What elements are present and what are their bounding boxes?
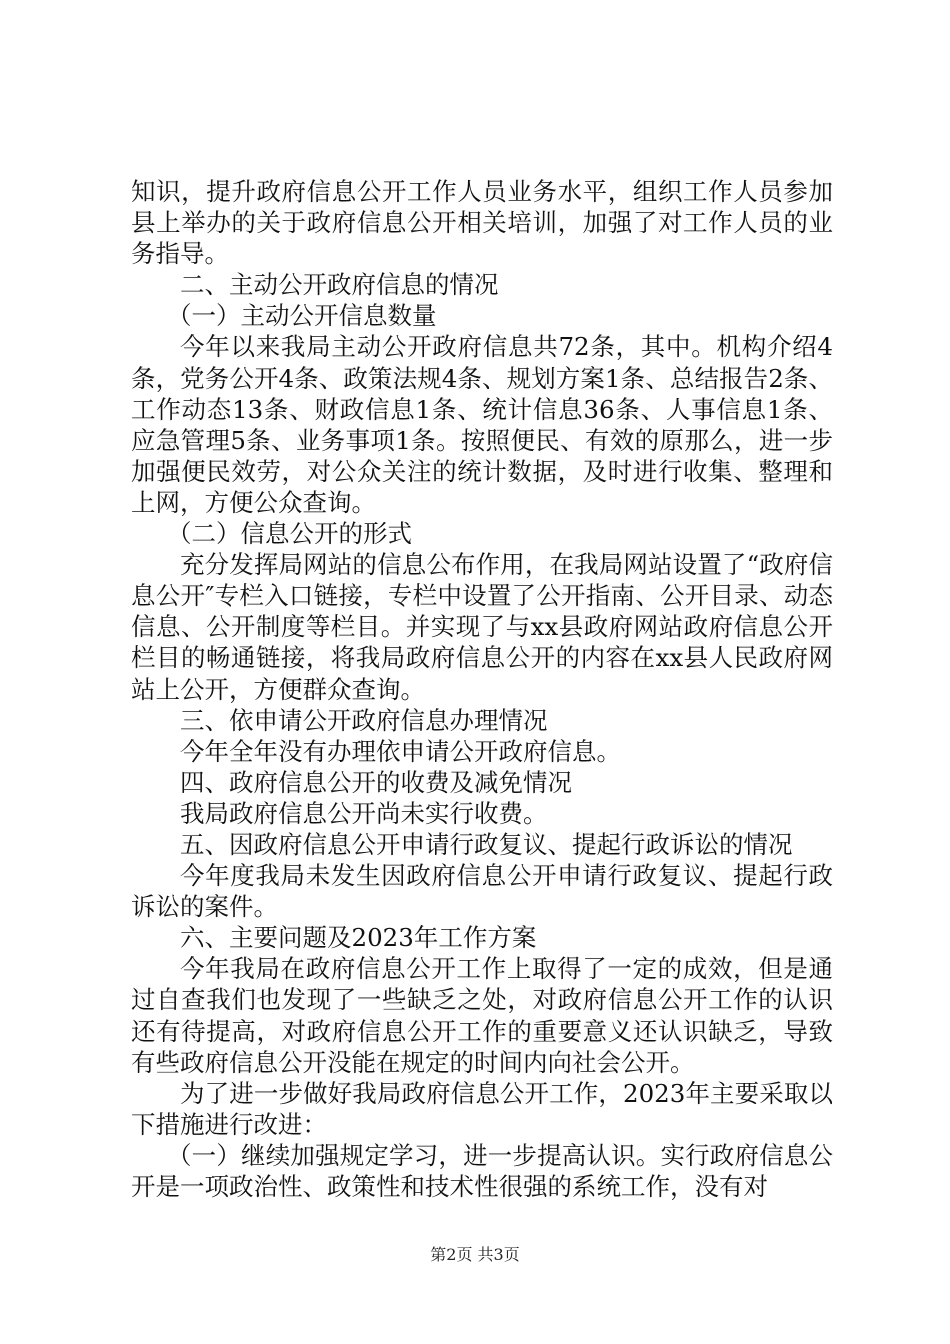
page-number-footer: 第2页 共3页 [430,1245,520,1264]
paragraph-info-count: 今年以来我局主动公开政府信息共72条，其中。机构介绍4条，党务公开4条、政策法规4条、规划方案1条、总结报告2条、工作动态13条、财政信息1条、统计信息36条、人事信息1条、应急管理5条、业务事项1条。按照便民、有效的原那么，进一步加强便民效劳，对公众关注的统计数据，及时进行收集、整理和上网，方便公众查询。 [131,332,833,517]
paragraph-info-forms: 充分发挥局网站的信息公布作用，在我局网站设置了“政府信息公开″专栏入口链接，专栏中设置了公开指南、公开目录、动态信息、公开制度等栏目。并实现了与xx县政府网站政府信息公开栏目的畅通链接，将我局政府信息公开的内容在xx县人民政府网站上公开，方便群众查询。 [131,550,833,704]
paragraph-problems: 今年我局在政府信息公开工作上取得了一定的成效，但是通过自查我们也发现了一些缺乏之处，对政府信息公开工作的认识还有待提高，对政府信息公开工作的重要意义还认识缺乏，导致有些政府信息公开没能在规定的时间内向社会公开。 [131,954,833,1077]
heading-subsection-2-1: （一）主动公开信息数量 [167,301,437,331]
paragraph-review-cases: 今年度我局未发生因政府信息公开申请行政复议、提起行政诉讼的案件。 [131,861,833,922]
paragraph-application-status: 今年全年没有办理依申请公开政府信息。 [180,736,621,766]
heading-section-5: 五、因政府信息公开申请行政复议、提起行政诉讼的情况 [180,829,793,859]
heading-subsection-2-2: （二）信息公开的形式 [167,519,412,549]
document-body [131,176,833,1202]
heading-section-3: 三、依申请公开政府信息办理情况 [180,705,548,735]
heading-section-4: 四、政府信息公开的收费及减免情况 [180,767,572,797]
heading-section-2: 二、主动公开政府信息的情况 [180,270,499,300]
heading-section-6: 六、主要问题及2023年工作方案 [180,923,537,953]
paragraph-intro-continuation: 知识，提升政府信息公开工作人员业务水平，组织工作人员参加县上举办的关于政府信息公开相关培训，加强了对工作人员的业务指导。 [131,177,833,269]
paragraph-fees: 我局政府信息公开尚未实行收费。 [180,798,548,828]
paragraph-improvement-intro: 为了进一步做好我局政府信息公开工作，2023年主要采取以下措施进行改进： [131,1078,833,1139]
paragraph-measure-1: （一）继续加强规定学习，进一步提高认识。实行政府信息公开是一项政治性、政策性和技术性很强的系统工作，没有对 [131,1140,833,1201]
